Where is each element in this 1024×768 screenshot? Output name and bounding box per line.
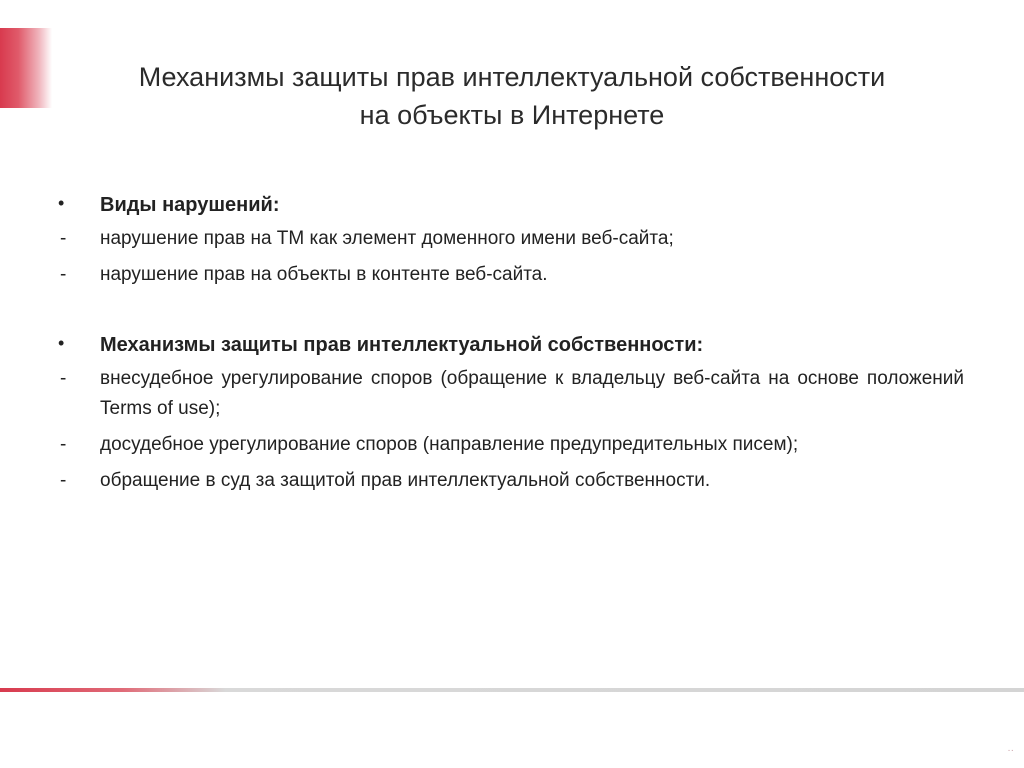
list-item	[56, 466, 964, 496]
section-heading-violations	[56, 190, 964, 220]
corner-dots-icon: ··	[1007, 745, 1014, 756]
bullet-icon: •	[58, 193, 65, 213]
list-item	[56, 224, 964, 254]
accent-bar	[0, 28, 52, 108]
list-item-text: внесудебное урегулирование споров (обращение к владельцу веб-сайта на основе положений Terms of use);	[100, 368, 964, 419]
title-line-2: на объекты в Интернете	[359, 100, 665, 130]
bullet-icon: •	[58, 333, 65, 353]
list-item-text: обращение в суд за защитой прав интеллектуальной собственности.	[100, 470, 711, 491]
list-item	[56, 364, 964, 424]
list-item-text: нарушение прав на ТМ как элемент доменного имени веб-сайта;	[100, 228, 674, 249]
dash-icon: -	[60, 368, 67, 389]
section-heading-mechanisms	[56, 330, 964, 360]
dash-icon: -	[60, 470, 67, 491]
bottom-divider	[0, 688, 1024, 692]
list-item	[56, 260, 964, 290]
heading-text: Виды нарушений:	[100, 194, 280, 216]
title-line-1: Механизмы защиты прав интеллектуальной собственности	[138, 62, 886, 92]
dash-icon: -	[60, 264, 67, 285]
slide-title	[60, 58, 964, 134]
dash-icon: -	[60, 434, 67, 455]
list-item-text: нарушение прав на объекты в контенте веб-сайта.	[100, 264, 548, 285]
list-item	[56, 430, 964, 460]
slide-content	[56, 190, 964, 502]
list-item-text: досудебное урегулирование споров (направление предупредительных писем);	[100, 434, 799, 455]
dash-icon: -	[60, 228, 67, 249]
heading-text: Механизмы защиты прав интеллектуальной собственности:	[100, 334, 704, 356]
